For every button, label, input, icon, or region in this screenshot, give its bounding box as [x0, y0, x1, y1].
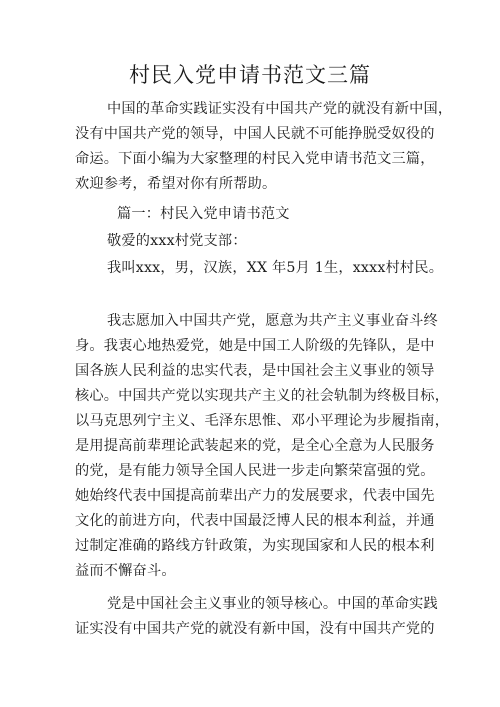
paragraph-line: 核心。中国共产党以实现共产主义的社会轨制为终极目标，: [75, 388, 450, 404]
paragraph-line: 是用提高前辈理论武装起来的党，是全心全意为人民服务: [75, 438, 435, 454]
paragraph-line: 中国的革命实践证实没有中国共产党的就没有新中国，: [107, 101, 453, 117]
paragraph-line: 以马克思列宁主义、毛泽东思惟、邓小平理论为步履指南，: [75, 413, 450, 429]
section-heading: 篇一：村民入党申请书范文: [117, 206, 290, 222]
paragraph-line: 党是中国社会主义事业的领导核心。中国的革命实践: [107, 596, 438, 612]
paragraph-line: 她始终代表中国提高前辈出产力的发展要求，代表中国先: [75, 488, 435, 504]
paragraph-line: 我叫xxx，男，汉族，XX 年5月 1生，xxxx村村民。: [107, 260, 444, 276]
paragraph-line: 益而不懈奋斗。: [75, 563, 176, 579]
paragraph-line: 文化的前进方向，代表中国最泛博人民的根本利益，并通: [75, 513, 435, 529]
paragraph-line: 国各族人民利益的忠实代表，是中国社会主义事业的领导: [75, 363, 435, 379]
paragraph-line: 过制定准确的路线方针政策，为实现国家和人民的根本利: [75, 538, 435, 554]
paragraph-line: 欢迎参考，希望对你有所帮助。: [75, 176, 277, 192]
paragraph-line: 身。我衷心地热爱党，她是中国工人阶级的先锋队，是中: [75, 338, 435, 354]
paragraph-line: 命运。下面小编为大家整理的村民入党申请书范文三篇，: [75, 151, 435, 167]
paragraph-line: 我志愿加入中国共产党，愿意为共产主义事业奋斗终: [107, 313, 438, 329]
paragraph-line: 的党，是有能力领导全国人民进一步走向繁荣富强的党。: [75, 463, 435, 479]
paragraph-line: 没有中国共产党的领导，中国人民就不可能挣脱受奴役的: [75, 126, 435, 142]
paragraph-line: 证实没有中国共产党的就没有新中国，没有中国共产党的: [75, 621, 435, 637]
salutation: 敬爱的xxx村党支部：: [107, 233, 247, 249]
document-title: 村民入党申请书范文三篇: [129, 63, 371, 87]
